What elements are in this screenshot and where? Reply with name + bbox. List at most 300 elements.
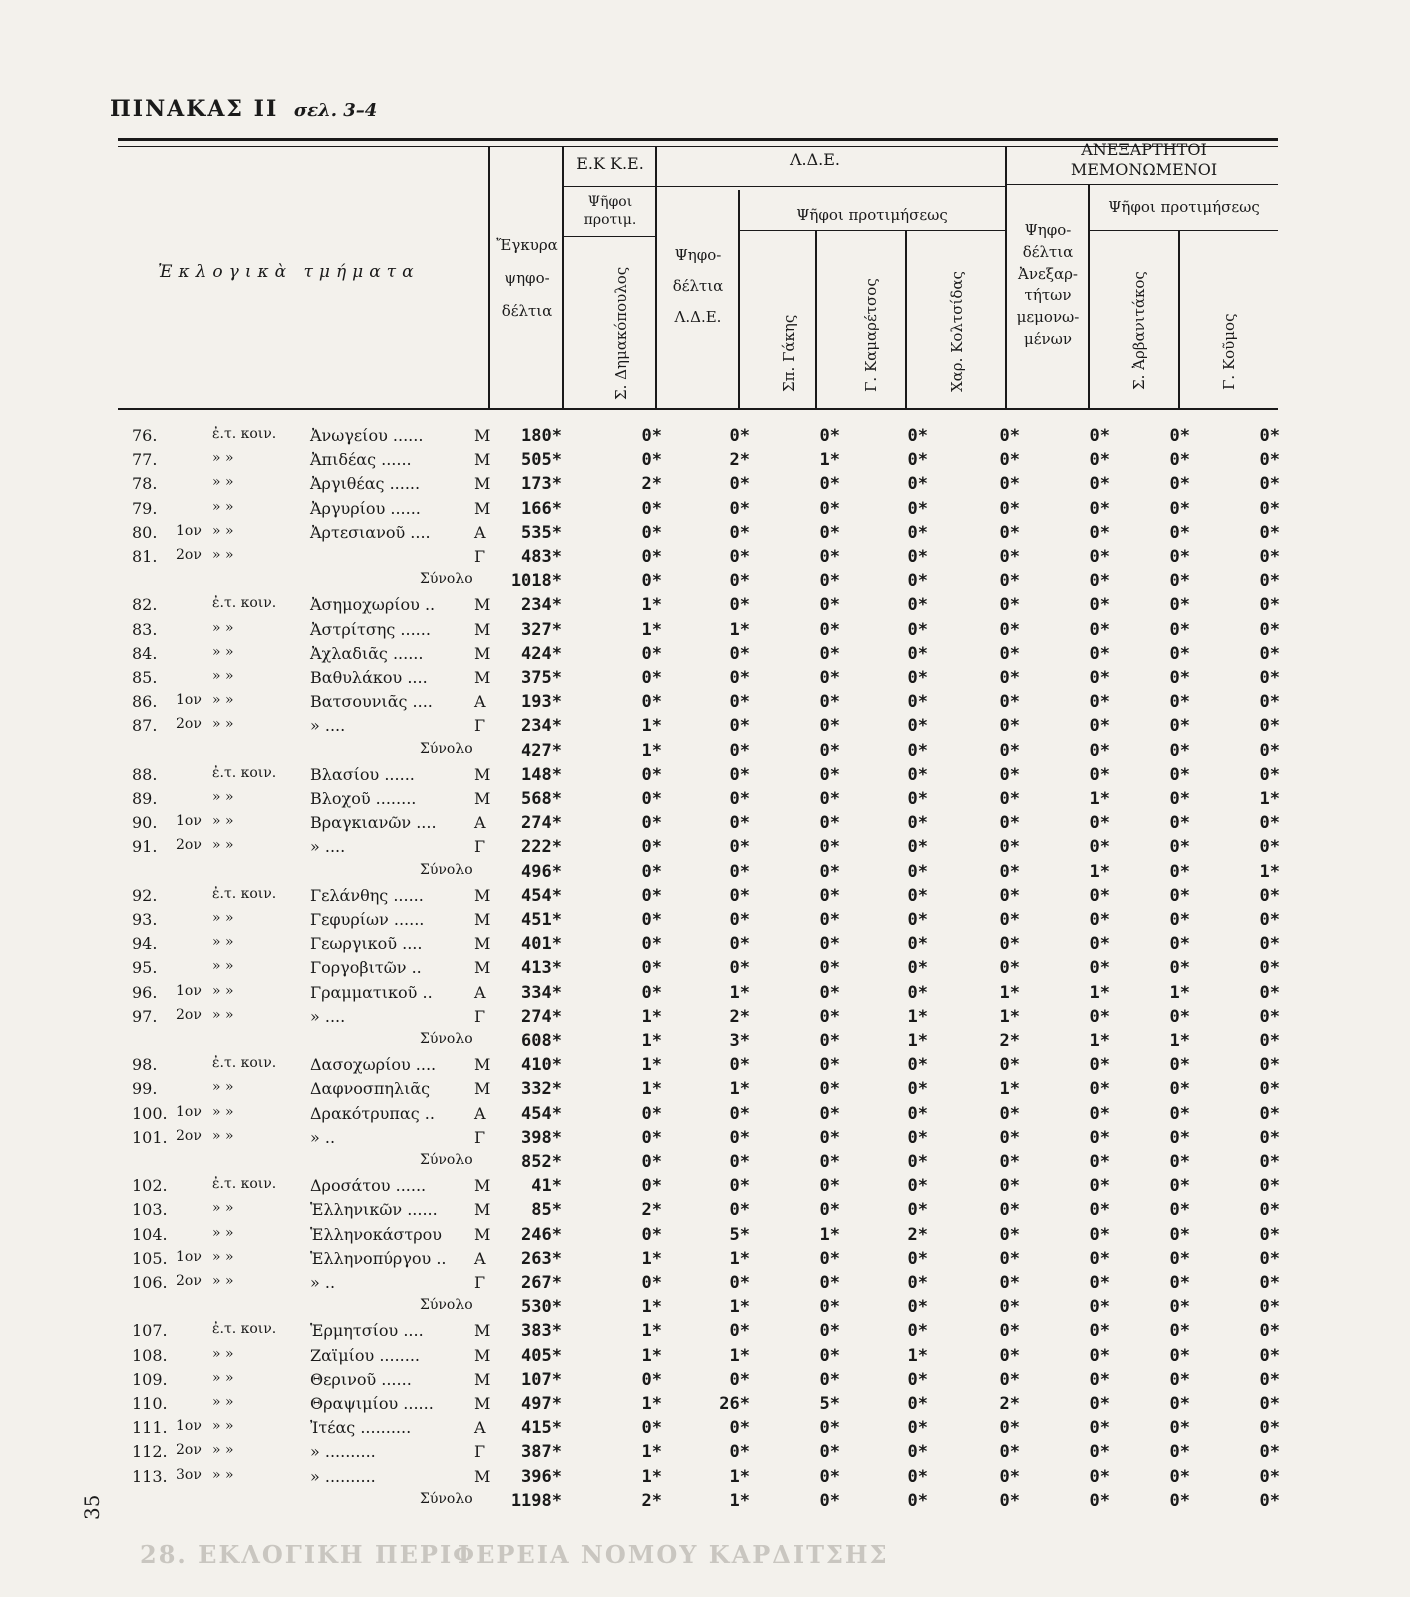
row-community-type: » » bbox=[212, 692, 234, 709]
row-value-col-5: 0* bbox=[907, 837, 928, 858]
row-value-col-3: 0* bbox=[729, 692, 750, 713]
row-section-name: Σύνολο bbox=[420, 1490, 473, 1507]
row-value-col-4: 0* bbox=[819, 1442, 840, 1463]
row-value-col-4: 0* bbox=[819, 764, 840, 785]
row-value-col-4: 0* bbox=[819, 522, 840, 543]
row-value-col-9: 0* bbox=[1259, 474, 1280, 495]
row-value-col-2: 1* bbox=[641, 1394, 662, 1414]
row-section-type: Μ bbox=[474, 450, 491, 470]
row-value-col-8: 0* bbox=[1169, 1345, 1190, 1366]
row-section-name: Βαθυλάκου .... bbox=[310, 668, 428, 687]
total-row bbox=[0, 1297, 1410, 1321]
table-row bbox=[0, 716, 1410, 740]
table-row bbox=[0, 934, 1410, 958]
row-community-type: ἐ.τ. κοιν. bbox=[212, 1176, 277, 1193]
row-value-col-2: 0* bbox=[641, 643, 662, 664]
row-number: 103. bbox=[132, 1200, 168, 1220]
row-section-name: Ζαϊμίου ........ bbox=[310, 1345, 420, 1365]
row-community-type: ἐ.τ. κοιν. bbox=[212, 595, 277, 612]
row-ordinal: 2ον bbox=[176, 547, 202, 563]
row-section-type: Μ bbox=[474, 764, 491, 784]
row-value-col-2: 1* bbox=[641, 595, 662, 616]
table-row bbox=[0, 1055, 1410, 1079]
row-number: 110. bbox=[132, 1394, 168, 1413]
row-value-col-6: 0* bbox=[999, 1345, 1020, 1366]
row-value-col-6: 0* bbox=[999, 498, 1020, 519]
row-section-type: Γ bbox=[474, 716, 486, 736]
row-value-col-3: 2* bbox=[729, 1006, 750, 1027]
table-row bbox=[0, 644, 1410, 668]
row-value-col-2: 1* bbox=[641, 1345, 662, 1366]
row-section-type: Μ bbox=[474, 595, 491, 615]
row-value-col-3: 1* bbox=[729, 1248, 750, 1269]
row-value-col-1: 852* bbox=[521, 1152, 562, 1172]
row-value-col-4: 0* bbox=[819, 1418, 840, 1439]
row-value-col-2: 0* bbox=[641, 1127, 662, 1148]
row-value-col-3: 0* bbox=[729, 813, 750, 834]
row-ordinal: 1ον bbox=[176, 1103, 202, 1120]
row-value-col-2: 2* bbox=[641, 1490, 662, 1511]
row-section-type: Α bbox=[474, 522, 486, 542]
indep-pref-header: Ψῆφοι προτιμήσεως bbox=[1108, 198, 1260, 216]
row-community-type: » » bbox=[212, 982, 234, 999]
section-label: Ἐκλογικὰ τμήματα bbox=[158, 262, 420, 282]
row-value-col-3: 1* bbox=[729, 1345, 750, 1366]
total-row bbox=[0, 741, 1410, 765]
row-value-col-5: 0* bbox=[907, 571, 928, 592]
lade-candidate-2: Γ. Καμαρέτσος bbox=[862, 278, 880, 392]
row-value-col-9: 0* bbox=[1259, 1031, 1280, 1051]
row-number: 82. bbox=[132, 595, 158, 615]
row-value-col-1: 263* bbox=[521, 1248, 562, 1269]
table-row bbox=[0, 1249, 1410, 1273]
row-value-col-2: 0* bbox=[641, 1176, 662, 1197]
table-row bbox=[0, 620, 1410, 644]
row-value-col-6: 0* bbox=[999, 595, 1020, 616]
indep-pref-rule bbox=[1088, 230, 1278, 231]
row-value-col-4: 0* bbox=[819, 1297, 840, 1318]
row-section-type: Μ bbox=[474, 619, 491, 639]
row-section-type: Μ bbox=[474, 1466, 491, 1486]
row-value-col-2: 0* bbox=[641, 885, 662, 906]
row-value-col-8: 0* bbox=[1169, 1176, 1190, 1197]
row-value-col-9: 0* bbox=[1259, 498, 1280, 519]
row-value-col-4: 0* bbox=[819, 1031, 840, 1051]
row-value-col-7: 0* bbox=[1089, 885, 1110, 906]
row-value-col-8: 0* bbox=[1169, 1490, 1190, 1511]
row-number: 104. bbox=[132, 1224, 168, 1244]
col-rule-9 bbox=[1178, 230, 1180, 408]
row-section-name: Βλασίου ...... bbox=[310, 764, 415, 784]
row-value-col-2: 0* bbox=[641, 837, 662, 858]
row-ordinal: 2ον bbox=[176, 1127, 202, 1144]
row-value-col-1: 451* bbox=[521, 910, 562, 930]
row-value-col-7: 0* bbox=[1089, 1103, 1110, 1124]
row-value-col-9: 0* bbox=[1259, 450, 1280, 471]
row-section-name: Βλοχοῦ ........ bbox=[310, 789, 417, 808]
row-value-col-9: 0* bbox=[1259, 1152, 1280, 1172]
row-value-col-7: 0* bbox=[1089, 837, 1110, 858]
row-value-col-7: 0* bbox=[1089, 1152, 1110, 1172]
row-section-name: » .... bbox=[310, 1006, 346, 1026]
row-value-col-6: 2* bbox=[999, 1394, 1020, 1414]
row-value-col-9: 0* bbox=[1259, 740, 1280, 761]
row-section-type: Μ bbox=[474, 1369, 491, 1389]
row-value-col-5: 0* bbox=[907, 1394, 928, 1414]
row-section-type: Γ bbox=[474, 1273, 486, 1292]
table-row bbox=[0, 668, 1410, 692]
row-value-col-6: 0* bbox=[999, 619, 1020, 640]
row-value-col-1: 1018* bbox=[510, 571, 562, 592]
row-number: 111. bbox=[132, 1418, 168, 1438]
row-value-col-4: 1* bbox=[819, 450, 840, 471]
row-value-col-9: 0* bbox=[1259, 643, 1280, 664]
row-value-col-7: 0* bbox=[1089, 764, 1110, 785]
row-value-col-3: 0* bbox=[729, 958, 750, 979]
row-value-col-8: 0* bbox=[1169, 426, 1190, 446]
row-community-type: » » bbox=[212, 1442, 234, 1459]
table-row bbox=[0, 1370, 1410, 1394]
row-value-col-6: 0* bbox=[999, 1127, 1020, 1148]
row-ordinal: 2ον bbox=[176, 716, 202, 733]
col-rule-8 bbox=[1088, 184, 1090, 408]
row-value-col-3: 0* bbox=[729, 1273, 750, 1293]
row-value-col-5: 0* bbox=[907, 740, 928, 761]
col-rule-1 bbox=[488, 146, 490, 408]
row-section-name: Σύνολο bbox=[420, 1152, 473, 1168]
row-value-col-4: 0* bbox=[819, 426, 840, 446]
row-value-col-6: 0* bbox=[999, 958, 1020, 979]
row-value-col-6: 0* bbox=[999, 1369, 1020, 1390]
row-value-col-8: 0* bbox=[1169, 619, 1190, 640]
row-community-type: » » bbox=[212, 522, 234, 539]
row-section-type: Γ bbox=[474, 547, 486, 566]
row-value-col-2: 1* bbox=[641, 1079, 662, 1100]
row-value-col-3: 0* bbox=[729, 789, 750, 809]
row-value-col-9: 0* bbox=[1259, 1176, 1280, 1197]
col-rule-6 bbox=[905, 230, 907, 408]
row-value-col-7: 0* bbox=[1089, 619, 1110, 640]
row-number: 98. bbox=[132, 1055, 158, 1075]
row-section-name: Θραψιμίου ...... bbox=[310, 1394, 434, 1413]
row-value-col-1: 496* bbox=[521, 861, 562, 882]
row-value-col-7: 0* bbox=[1089, 1345, 1110, 1366]
row-community-type: » » bbox=[212, 1394, 234, 1410]
row-value-col-4: 0* bbox=[819, 813, 840, 834]
row-value-col-1: 497* bbox=[521, 1394, 562, 1414]
row-value-col-8: 0* bbox=[1169, 595, 1190, 616]
row-number: 106. bbox=[132, 1273, 168, 1292]
table-row bbox=[0, 983, 1410, 1007]
row-value-col-1: 396* bbox=[521, 1466, 562, 1487]
row-community-type: » » bbox=[212, 1200, 234, 1217]
row-value-col-2: 0* bbox=[641, 789, 662, 809]
row-value-col-5: 0* bbox=[907, 1127, 928, 1148]
row-value-col-1: 274* bbox=[521, 813, 562, 834]
row-value-col-4: 0* bbox=[819, 958, 840, 979]
row-section-name: Βραγκιανῶν .... bbox=[310, 813, 437, 833]
row-value-col-5: 0* bbox=[907, 1273, 928, 1293]
row-number: 100. bbox=[132, 1103, 168, 1123]
row-value-col-5: 0* bbox=[907, 1466, 928, 1487]
row-value-col-3: 0* bbox=[729, 595, 750, 616]
row-value-col-1: 398* bbox=[521, 1127, 562, 1148]
row-value-col-9: 0* bbox=[1259, 716, 1280, 737]
row-section-name: Σύνολο bbox=[420, 571, 473, 588]
row-value-col-2: 0* bbox=[641, 1418, 662, 1439]
row-value-col-8: 0* bbox=[1169, 1224, 1190, 1245]
row-value-col-3: 0* bbox=[729, 1369, 750, 1390]
lade-group-header: Λ.Δ.Ε. bbox=[789, 150, 841, 169]
row-value-col-5: 0* bbox=[907, 1055, 928, 1076]
row-section-name: Ἀστρίτσης ...... bbox=[310, 619, 431, 639]
row-value-col-1: 383* bbox=[521, 1321, 562, 1342]
row-value-col-7: 0* bbox=[1089, 1442, 1110, 1463]
row-value-col-6: 0* bbox=[999, 764, 1020, 785]
row-section-type: Α bbox=[474, 1103, 486, 1123]
row-value-col-1: 332* bbox=[521, 1079, 562, 1100]
row-value-col-4: 0* bbox=[819, 1345, 840, 1366]
row-community-type: ἐ.τ. κοιν. bbox=[212, 764, 277, 781]
row-value-col-9: 0* bbox=[1259, 837, 1280, 858]
row-number: 90. bbox=[132, 813, 158, 833]
row-value-col-6: 0* bbox=[999, 1055, 1020, 1076]
row-value-col-9: 0* bbox=[1259, 1200, 1280, 1221]
row-value-col-6: 0* bbox=[999, 1321, 1020, 1342]
row-value-col-8: 0* bbox=[1169, 861, 1190, 882]
row-value-col-5: 0* bbox=[907, 547, 928, 567]
row-value-col-3: 0* bbox=[729, 1418, 750, 1439]
row-value-col-1: 1198* bbox=[510, 1490, 562, 1511]
row-value-col-6: 1* bbox=[999, 1006, 1020, 1027]
row-section-type: Μ bbox=[474, 1176, 491, 1196]
row-value-col-7: 0* bbox=[1089, 1248, 1110, 1269]
ekke-group-header: Ε.Κ Κ.Ε. bbox=[576, 154, 644, 173]
total-row bbox=[0, 1031, 1410, 1055]
row-value-col-4: 0* bbox=[819, 1079, 840, 1100]
row-value-col-6: 0* bbox=[999, 885, 1020, 906]
row-value-col-4: 1* bbox=[819, 1224, 840, 1245]
table-row bbox=[0, 958, 1410, 982]
row-value-col-5: 0* bbox=[907, 692, 928, 713]
row-value-col-7: 1* bbox=[1089, 861, 1110, 882]
row-value-col-1: 222* bbox=[521, 837, 562, 858]
total-row bbox=[0, 1491, 1410, 1515]
row-value-col-2: 1* bbox=[641, 1031, 662, 1051]
row-value-col-8: 0* bbox=[1169, 958, 1190, 979]
lade-pref-header: Ψῆφοι προτιμήσεως bbox=[796, 206, 948, 224]
lade-candidate-3: Χαρ. Κολτσίδας bbox=[948, 271, 966, 392]
row-value-col-8: 0* bbox=[1169, 1006, 1190, 1027]
row-community-type: » » bbox=[212, 1127, 234, 1144]
row-value-col-6: 0* bbox=[999, 716, 1020, 737]
row-number: 80. bbox=[132, 522, 158, 542]
row-section-name: Δαφνοσπηλιᾶς bbox=[310, 1079, 431, 1099]
row-value-col-1: 454* bbox=[521, 885, 562, 906]
row-value-col-3: 0* bbox=[729, 910, 750, 930]
row-value-col-2: 0* bbox=[641, 1103, 662, 1124]
lade-pref-rule bbox=[738, 230, 1005, 231]
table-row bbox=[0, 1467, 1410, 1491]
row-section-name: Γελάνθης ...... bbox=[310, 885, 424, 905]
row-community-type: ἐ.τ. κοιν. bbox=[212, 1321, 277, 1338]
row-section-name: Βατσουνιᾶς .... bbox=[310, 692, 433, 712]
table-row bbox=[0, 837, 1410, 861]
row-ordinal: 2ον bbox=[176, 837, 202, 854]
row-community-type: » » bbox=[212, 1369, 234, 1386]
row-section-name: » .. bbox=[310, 1273, 336, 1292]
row-value-col-6: 0* bbox=[999, 692, 1020, 713]
row-value-col-8: 0* bbox=[1169, 450, 1190, 471]
row-value-col-8: 0* bbox=[1169, 837, 1190, 858]
row-value-col-3: 0* bbox=[729, 1055, 750, 1076]
row-value-col-8: 0* bbox=[1169, 522, 1190, 543]
row-value-col-8: 0* bbox=[1169, 1394, 1190, 1414]
ekke-pref-header: Ψῆφοι προτιμ. bbox=[583, 194, 637, 228]
row-value-col-1: 41* bbox=[531, 1176, 562, 1197]
row-value-col-7: 0* bbox=[1089, 1490, 1110, 1511]
table-row bbox=[0, 1200, 1410, 1224]
row-section-name: Γοργοβιτῶν .. bbox=[310, 958, 422, 978]
row-number: 76. bbox=[132, 426, 158, 445]
row-value-col-7: 0* bbox=[1089, 474, 1110, 495]
row-value-col-9: 0* bbox=[1259, 764, 1280, 785]
row-value-col-6: 0* bbox=[999, 1418, 1020, 1439]
row-value-col-7: 0* bbox=[1089, 958, 1110, 979]
row-value-col-7: 0* bbox=[1089, 1297, 1110, 1318]
row-community-type: » » bbox=[212, 1224, 234, 1241]
row-community-type: » » bbox=[212, 1006, 234, 1023]
row-value-col-5: 0* bbox=[907, 910, 928, 930]
col-rule-5 bbox=[815, 230, 817, 408]
row-value-col-6: 0* bbox=[999, 1152, 1020, 1172]
row-number: 97. bbox=[132, 1006, 158, 1026]
row-section-type: Μ bbox=[474, 789, 491, 808]
row-number: 113. bbox=[132, 1466, 168, 1486]
row-value-col-8: 0* bbox=[1169, 547, 1190, 567]
row-value-col-7: 0* bbox=[1089, 450, 1110, 471]
row-value-col-7: 0* bbox=[1089, 668, 1110, 688]
row-value-col-6: 0* bbox=[999, 1176, 1020, 1197]
row-value-col-4: 0* bbox=[819, 789, 840, 809]
row-value-col-5: 0* bbox=[907, 595, 928, 616]
row-value-col-9: 0* bbox=[1259, 522, 1280, 543]
row-value-col-9: 0* bbox=[1259, 1224, 1280, 1245]
page-number: 35 bbox=[80, 1494, 104, 1520]
row-section-name: » .... bbox=[310, 716, 346, 736]
row-value-col-9: 0* bbox=[1259, 1321, 1280, 1342]
row-value-col-5: 0* bbox=[907, 716, 928, 737]
row-value-col-9: 0* bbox=[1259, 1418, 1280, 1439]
row-section-type: Μ bbox=[474, 1321, 491, 1341]
lade-sub-rule bbox=[655, 186, 1005, 187]
row-value-col-5: 0* bbox=[907, 498, 928, 519]
table-row bbox=[0, 523, 1410, 547]
row-ordinal: 1ον bbox=[176, 1248, 202, 1265]
row-number: 108. bbox=[132, 1345, 168, 1365]
row-community-type: » » bbox=[212, 547, 234, 563]
row-value-col-1: 267* bbox=[521, 1273, 562, 1293]
table-row bbox=[0, 1273, 1410, 1297]
row-value-col-8: 0* bbox=[1169, 1321, 1190, 1342]
row-value-col-9: 1* bbox=[1259, 789, 1280, 809]
table-subtitle: σελ. 3–4 bbox=[293, 100, 378, 121]
row-value-col-2: 0* bbox=[641, 547, 662, 567]
row-value-col-2: 1* bbox=[641, 1055, 662, 1076]
row-value-col-8: 0* bbox=[1169, 1297, 1190, 1318]
row-value-col-9: 0* bbox=[1259, 1394, 1280, 1414]
row-value-col-3: 0* bbox=[729, 547, 750, 567]
row-ordinal: 1ον bbox=[176, 522, 202, 539]
row-number: 77. bbox=[132, 450, 158, 470]
row-value-col-2: 0* bbox=[641, 958, 662, 979]
row-value-col-4: 0* bbox=[819, 1103, 840, 1124]
row-value-col-6: 0* bbox=[999, 547, 1020, 567]
row-value-col-1: 405* bbox=[521, 1345, 562, 1366]
row-value-col-4: 0* bbox=[819, 547, 840, 567]
row-community-type: » » bbox=[212, 668, 234, 684]
row-value-col-5: 0* bbox=[907, 813, 928, 834]
row-value-col-5: 0* bbox=[907, 789, 928, 809]
row-section-name: » .......... bbox=[310, 1466, 376, 1486]
row-number: 107. bbox=[132, 1321, 168, 1341]
row-value-col-6: 0* bbox=[999, 643, 1020, 664]
row-section-type: Μ bbox=[474, 910, 491, 929]
row-section-type: Μ bbox=[474, 474, 491, 494]
row-value-col-1: 166* bbox=[521, 498, 562, 519]
row-number: 92. bbox=[132, 885, 158, 905]
row-section-name: Σύνολο bbox=[420, 740, 473, 757]
row-community-type: » » bbox=[212, 643, 234, 660]
row-value-col-5: 0* bbox=[907, 1103, 928, 1124]
row-value-col-5: 0* bbox=[907, 1152, 928, 1172]
row-value-col-6: 0* bbox=[999, 910, 1020, 930]
row-number: 101. bbox=[132, 1127, 168, 1147]
row-section-type: Μ bbox=[474, 1345, 491, 1365]
row-value-col-2: 0* bbox=[641, 571, 662, 592]
row-section-type: Α bbox=[474, 1418, 486, 1438]
row-value-col-2: 0* bbox=[641, 982, 662, 1003]
row-value-col-4: 0* bbox=[819, 692, 840, 713]
ekke-candidate-header: Σ. Δημακόπουλος bbox=[612, 266, 630, 400]
row-value-col-8: 0* bbox=[1169, 934, 1190, 955]
row-value-col-3: 0* bbox=[729, 861, 750, 882]
row-community-type: » » bbox=[212, 958, 234, 975]
row-value-col-7: 0* bbox=[1089, 910, 1110, 930]
row-value-col-7: 0* bbox=[1089, 522, 1110, 543]
row-value-col-7: 0* bbox=[1089, 1224, 1110, 1245]
indep-candidate-2: Γ. Κοῦμος bbox=[1220, 313, 1238, 390]
row-value-col-9: 0* bbox=[1259, 692, 1280, 713]
row-value-col-9: 0* bbox=[1259, 1103, 1280, 1124]
row-value-col-4: 0* bbox=[819, 1321, 840, 1342]
row-value-col-8: 0* bbox=[1169, 571, 1190, 592]
row-value-col-4: 0* bbox=[819, 837, 840, 858]
row-value-col-9: 0* bbox=[1259, 1345, 1280, 1366]
row-section-name: Ἀνωγείου ...... bbox=[310, 426, 424, 445]
row-value-col-2: 0* bbox=[641, 813, 662, 834]
row-number: 109. bbox=[132, 1369, 168, 1389]
row-value-col-1: 334* bbox=[521, 982, 562, 1003]
row-value-col-5: 0* bbox=[907, 426, 928, 446]
row-value-col-5: 0* bbox=[907, 1418, 928, 1439]
row-value-col-8: 0* bbox=[1169, 474, 1190, 495]
row-value-col-7: 1* bbox=[1089, 1031, 1110, 1051]
row-value-col-9: 0* bbox=[1259, 571, 1280, 592]
row-ordinal: 2ον bbox=[176, 1006, 202, 1023]
row-value-col-8: 0* bbox=[1169, 813, 1190, 834]
row-value-col-2: 0* bbox=[641, 668, 662, 688]
